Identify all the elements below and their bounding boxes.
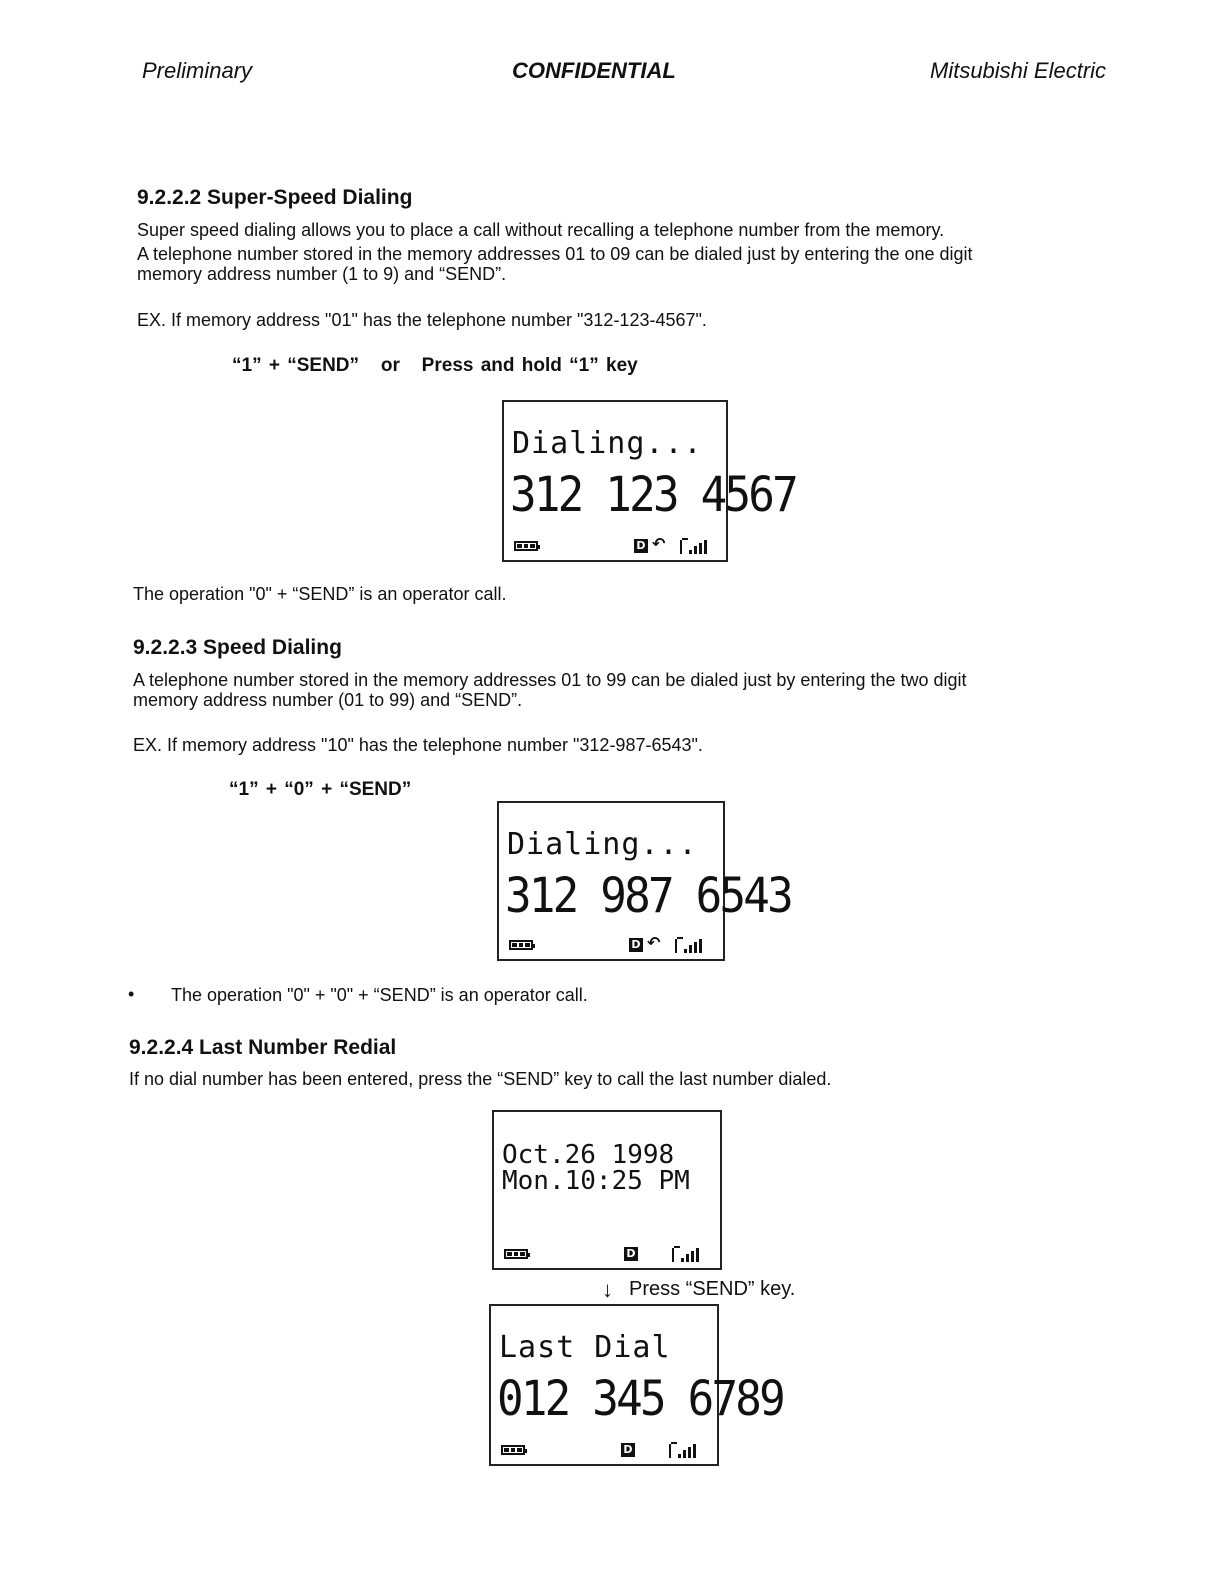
header-preliminary: Preliminary	[142, 58, 253, 83]
paragraph-line: If no dial number has been entered, press the “SEND” key to call the last number dialed.	[129, 1069, 832, 1089]
digital-mode-icon: D	[634, 539, 648, 553]
key-sequence: “1” + “0” + “SEND”	[229, 779, 412, 800]
operator-call-note: The operation "0" + “SEND” is an operator call.	[133, 584, 507, 604]
lcd-status-text: Dialing...	[512, 426, 703, 461]
signal-strength-icon	[669, 1442, 699, 1458]
operator-call-note: The operation "0" + "0" + “SEND” is an operator call.	[171, 985, 588, 1005]
lcd-screen-dialing	[502, 400, 796, 562]
battery-icon	[509, 940, 533, 950]
roam-icon: ↶	[652, 534, 666, 553]
section-title-last-redial: 9.2.2.4 Last Number Redial	[129, 1036, 397, 1059]
lcd-date: Oct.26 1998	[502, 1140, 675, 1170]
lcd-screen-idle	[492, 1110, 722, 1270]
paragraph-line: A telephone number stored in the memory addresses 01 to 99 can be dialed just by entering the two digit	[133, 670, 967, 690]
press-send-caption: Press “SEND” key.	[629, 1278, 796, 1300]
lcd-status-bar	[502, 1246, 712, 1262]
battery-icon	[514, 541, 538, 551]
paragraph-line: memory address number (01 to 99) and “SEND”.	[133, 690, 523, 710]
header-company: Mitsubishi Electric	[930, 58, 1107, 83]
lcd-status-bar	[507, 933, 715, 953]
lcd-status-text: Dialing...	[507, 827, 698, 862]
paragraph-line: A telephone number stored in the memory addresses 01 to 09 can be dialed just by entering the one digit	[137, 244, 973, 264]
lcd-screen-last-dial	[489, 1304, 783, 1466]
digital-mode-icon: D	[629, 938, 643, 952]
signal-strength-icon	[680, 538, 710, 554]
paragraph-line: Super speed dialing allows you to place a call without recalling a telephone number from the memory.	[137, 220, 945, 240]
lcd-status-bar	[499, 1442, 709, 1458]
section-title-super-speed: 9.2.2.2 Super-Speed Dialing	[137, 186, 413, 209]
bullet: •	[128, 984, 135, 1004]
digital-mode-icon: D	[621, 1443, 635, 1457]
lcd-phone-number: 012 345 6789	[497, 1371, 783, 1427]
key-sequence: “1” + “SEND” or Press and hold “1” key	[232, 355, 638, 376]
lcd-phone-number: 312 987 6543	[505, 868, 791, 924]
roam-icon: ↶	[647, 933, 661, 952]
lcd-status-text: Last Dial	[499, 1330, 671, 1365]
signal-strength-icon	[672, 1246, 702, 1262]
header-confidential: CONFIDENTIAL	[512, 58, 676, 83]
lcd-status-bar	[512, 534, 718, 554]
paragraph-line: memory address number (1 to 9) and “SEND”.	[137, 264, 507, 284]
lcd-screen-dialing	[497, 801, 791, 961]
example-text: EX. If memory address "01" has the telephone number "312-123-4567".	[137, 310, 707, 330]
digital-mode-icon: D	[624, 1247, 638, 1261]
lcd-phone-number: 312 123 4567	[510, 467, 796, 523]
down-arrow-icon: ↓	[602, 1277, 613, 1302]
section-title-speed: 9.2.2.3 Speed Dialing	[133, 636, 342, 659]
signal-strength-icon	[675, 937, 705, 953]
lcd-time: Mon.10:25 PM	[502, 1166, 690, 1196]
example-text: EX. If memory address "10" has the telephone number "312-987-6543".	[133, 735, 703, 755]
battery-icon	[501, 1445, 525, 1455]
battery-icon	[504, 1249, 528, 1259]
